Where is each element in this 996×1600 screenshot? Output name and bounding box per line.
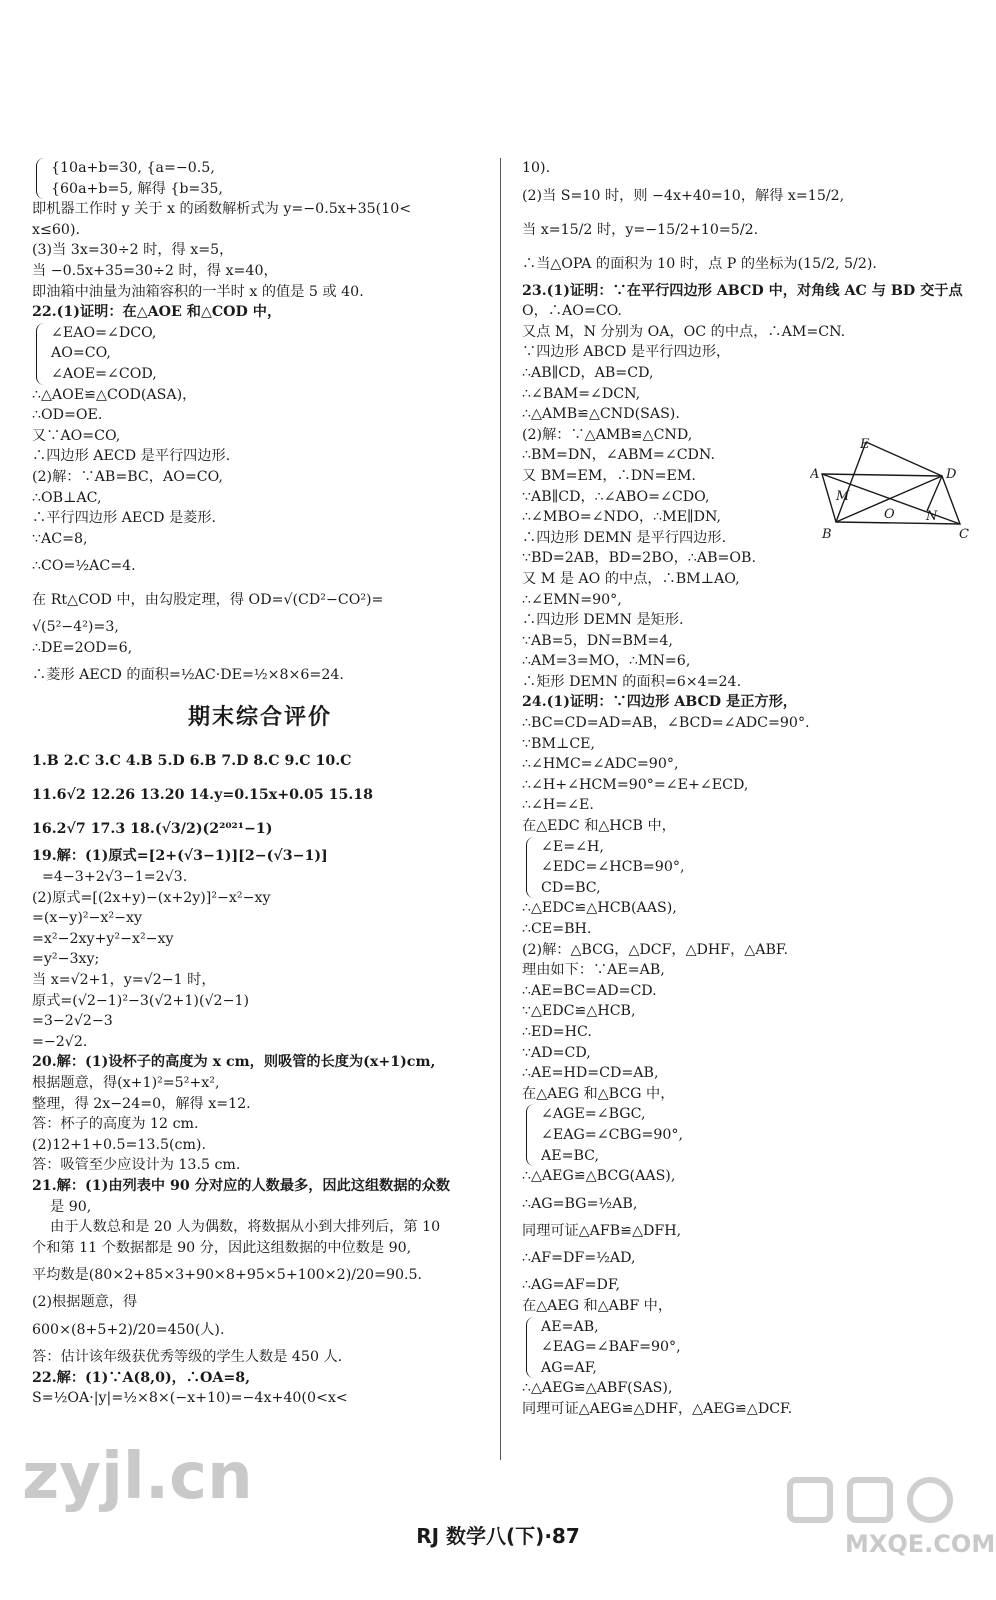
- text-line: ∵△EDC≌△HCB,: [522, 1003, 636, 1020]
- label-c: C: [959, 527, 969, 542]
- question-heading: 24.(1)证明：∵四边形 ABCD 是正方形，: [522, 694, 797, 711]
- text-line: (3)当 3x=30÷2 时，得 x=5，: [32, 242, 234, 259]
- geometry-figure: [810, 436, 970, 546]
- text-line: ∴AG=AF=DF,: [522, 1277, 620, 1294]
- text-line: 由于人数总和是 20 人为偶数，将数据从小到大排列后，第 10: [50, 1219, 441, 1236]
- text-line: ∠EAG=∠CBG=90°,: [526, 1125, 970, 1146]
- text-line: ∴△AMB≌△CND(SAS).: [522, 406, 680, 423]
- text-line: (2)解：∵△AMB≌△CND,: [522, 426, 693, 443]
- text-line: 当 −0.5x+35=30÷2 时，得 x=40，: [32, 262, 278, 279]
- text-line: =3−2√2−3: [32, 1013, 113, 1030]
- text-line: 是 90,: [50, 1198, 92, 1215]
- text-line: AE=BC,: [526, 1146, 970, 1167]
- label-n: N: [926, 509, 938, 524]
- text-line: ∴∠HMC=∠ADC=90°,: [522, 756, 679, 773]
- text-line: 在△AEG 和△ABF 中，: [522, 1297, 673, 1314]
- text-line: ∴当△OPA 的面积为 10 时，点 P 的坐标为(15/2, 5/2).: [522, 255, 877, 272]
- label-o: O: [884, 507, 895, 522]
- text-line: 10).: [522, 160, 551, 176]
- text-line: 答：吸管至少应设计为 13.5 cm.: [32, 1157, 241, 1174]
- text-line: ∠EAG=∠BAF=90°,: [526, 1337, 970, 1358]
- text-line: =(x−y)²−x²−xy: [32, 910, 143, 927]
- label-a: A: [810, 467, 820, 482]
- text-line: (2)当 S=10 时，则 −4x+40=10，解得 x=15/2,: [522, 187, 845, 204]
- text-line: 即油箱中油量为油箱容积的一半时 x 的值是 5 或 40.: [32, 283, 364, 300]
- text-line: ∴AF=DF=½AD,: [522, 1250, 636, 1267]
- label-e: E: [860, 437, 870, 452]
- text-line: ∠AGE=∠BGC,: [526, 1104, 970, 1125]
- text-line: 又点 M，N 分别为 OA，OC 的中点，∴AM=CN.: [522, 323, 846, 340]
- question-heading: 21.解：(1)由列表中 90 分对应的人数最多，因此这组数据的众数: [32, 1177, 451, 1194]
- text-line: ∴矩形 DEMN 的面积=6×4=24.: [522, 673, 742, 690]
- text-line: ∴OB⊥AC,: [32, 489, 102, 506]
- text-line: ∴AM=3=MO，∴MN=6,: [522, 653, 691, 670]
- text-line: ∴∠MBO=∠NDO，∴ME∥DN,: [522, 509, 721, 526]
- question-heading: 22.(1)证明：在△AOE 和△COD 中，: [32, 304, 282, 321]
- text-line: {10a+b=30, {a=−0.5,: [36, 158, 488, 179]
- text-line: ∴平行四边形 AECD 是菱形.: [32, 510, 217, 527]
- section-title: 期末综合评价: [187, 705, 332, 731]
- answer-row: 16.2√7 17.3 18.(√3/2)(2²⁰²¹−1): [32, 821, 273, 838]
- text-line: ∵BM⊥CE,: [522, 735, 596, 752]
- text-line: 答：估计该年级获优秀等级的学生人数是 450 人.: [32, 1348, 343, 1365]
- text-line: ∴AB∥CD，AB=CD,: [522, 364, 654, 381]
- text-line: ∴AG=BG=½AB,: [522, 1195, 638, 1212]
- text-line: 当 x=√2+1，y=√2−1 时，: [32, 972, 216, 989]
- text-line: ∵BD=2AB，BD=2BO，∴AB=OB.: [522, 550, 756, 567]
- text-line: S=½OA·|y|=½×8×(−x+10)=−4x+40(0<x<: [32, 1390, 348, 1407]
- text-line: =4−3+2√3−1=2√3.: [42, 869, 188, 886]
- text-line: 又 BM=EM，∴DN=EM.: [522, 467, 696, 484]
- text-line: 在 Rt△COD 中，由勾股定理，得 OD=√(CD²−CO²)=: [32, 592, 384, 609]
- text-line: =x²−2xy+y²−x²−xy: [32, 930, 174, 947]
- text-line: √(5²−4²)=3,: [32, 619, 119, 636]
- text-line: ∠E=∠H,: [526, 837, 970, 858]
- text-line: (2)原式=[(2x+y)−(x+2y)]²−x²−xy: [32, 889, 271, 906]
- text-line: AE=AB,: [526, 1317, 970, 1338]
- watermark-right: MXQE.COM: [845, 1530, 996, 1558]
- text-line: ∠AOE=∠COD,: [36, 364, 488, 385]
- text-line: ∵AD=CD,: [522, 1044, 591, 1061]
- text-line: 整理，得 2x−24=0，解得 x=12.: [32, 1095, 251, 1112]
- text-line: (2)解：∵AB=BC，AO=CO,: [32, 468, 223, 485]
- text-line: 当 x=15/2 时，y=−15/2+10=5/2.: [522, 221, 759, 238]
- text-line: 平均数是(80×2+85×3+90×8+95×5+100×2)/20=90.5.: [32, 1267, 423, 1284]
- page-footer: RJ 数学八(下)·87: [416, 1524, 580, 1548]
- text-line: (2)12+1+0.5=13.5(cm).: [32, 1136, 206, 1153]
- text-line: ∴四边形 DEMN 是矩形.: [522, 612, 684, 629]
- label-m: M: [836, 489, 850, 504]
- text-line: ∴∠H+∠HCM=90°=∠E+∠ECD,: [522, 776, 749, 793]
- text-line: ∴△AOE≌△COD(ASA)，: [32, 386, 197, 403]
- text-line: 同理可证△AFB≌△DFH,: [522, 1222, 682, 1239]
- text-line: ∴四边形 AECD 是平行四边形.: [32, 448, 231, 465]
- text-line: ∴△AEG≌△BCG(AAS),: [522, 1168, 676, 1185]
- text-line: ∴菱形 AECD 的面积=½AC·DE=½×8×6=24.: [32, 667, 344, 684]
- answer-row: 1.B 2.C 3.C 4.B 5.D 6.B 7.D 8.C 9.C 10.C: [32, 753, 352, 770]
- watermark-logo-icon: [780, 1470, 980, 1530]
- text-line: {60a+b=5, 解得 {b=35,: [36, 179, 488, 200]
- text-line: 理由如下：∵AE=AB,: [522, 962, 665, 979]
- question-heading: 22.解：(1)∵A(8,0)，∴OA=8,: [32, 1369, 251, 1386]
- text-line: ∴AE=HD=CD=AB,: [522, 1065, 659, 1082]
- text-line: =−2√2.: [32, 1033, 88, 1050]
- right-column: [522, 158, 970, 1419]
- watermark-left: zyjl.cn: [22, 1440, 253, 1514]
- text-line: ∴OD=OE.: [32, 407, 103, 424]
- text-line: ∴CO=½AC=4.: [32, 558, 136, 575]
- text-line: ∵AC=8,: [32, 530, 88, 547]
- text-line: O，∴AO=CO.: [522, 303, 622, 320]
- text-line: 即机器工作时 y 关于 x 的函数解析式为 y=−0.5x+35(10<: [32, 201, 412, 218]
- text-line: 同理可证△AEG≌△DHF，△AEG≌△DCF.: [522, 1400, 793, 1417]
- text-line: ∴CE=BH.: [522, 921, 592, 937]
- text-line: 又 M 是 AO 的中点，∴BM⊥AO,: [522, 570, 740, 587]
- text-line: x≤60).: [32, 221, 80, 238]
- text-line: ∴ED=HC.: [522, 1023, 592, 1040]
- text-line: ∴AE=BC=AD=CD.: [522, 982, 657, 999]
- text-line: 又∵AO=CO,: [32, 427, 121, 444]
- text-line: ∴四边形 DEMN 是平行四边形.: [522, 529, 727, 546]
- text-line: 600×(8+5+2)/20=450(人).: [32, 1321, 225, 1338]
- answer-key: [32, 744, 488, 846]
- text-line: AG=AF,: [526, 1358, 970, 1379]
- answer-row: 11.6√2 12.26 13.20 14.y=0.15x+0.05 15.18: [32, 787, 374, 804]
- text-line: ∵AB=5，DN=BM=4,: [522, 632, 673, 649]
- text-line: ∠EAO=∠DCO,: [36, 323, 488, 344]
- text-line: ∵四边形 ABCD 是平行四边形，: [522, 344, 731, 361]
- text-line: 原式=(√2−1)²−3(√2+1)(√2−1): [32, 992, 250, 1009]
- text-line: CD=BC,: [526, 878, 970, 899]
- column-divider: [500, 158, 501, 1460]
- text-line: ∴DE=2OD=6,: [32, 639, 133, 656]
- question-heading: 23.(1)证明：∵在平行四边形 ABCD 中，对角线 AC 与 BD 交于点: [522, 282, 963, 299]
- text-line: 根据题意，得(x+1)²=5²+x²,: [32, 1075, 220, 1091]
- segment-ed: [866, 442, 942, 476]
- text-line: 答：杯子的高度为 12 cm.: [32, 1116, 199, 1133]
- text-line: (2)解：△BCG，△DCF，△DHF，△ABF.: [522, 941, 789, 958]
- text-line: ∠EDC=∠HCB=90°,: [526, 857, 970, 878]
- text-line: ∴BC=CD=AD=AB，∠BCD=∠ADC=90°.: [522, 715, 810, 732]
- question-heading: 19.解：(1)原式=[2+(√3−1)][2−(√3−1)]: [32, 848, 328, 865]
- text-line: (2)根据题意，得: [32, 1294, 138, 1311]
- text-line: ∴△AEG≌△ABF(SAS),: [522, 1380, 673, 1397]
- text-line: AO=CO,: [36, 343, 488, 364]
- text-line: ∴∠BAM=∠DCN,: [522, 385, 641, 402]
- segment-be: [836, 442, 866, 522]
- text-line: 在△EDC 和△HCB 中，: [522, 818, 676, 835]
- text-line: ∴∠H=∠E.: [522, 797, 594, 814]
- text-line: ∴△EDC≌△HCB(AAS),: [522, 900, 677, 917]
- label-b: B: [822, 527, 832, 542]
- text-line: ∴∠EMN=90°,: [522, 591, 622, 608]
- text-line: =y²−3xy;: [32, 951, 100, 968]
- text-line: ∵AB∥CD，∴∠ABO=∠CDO,: [522, 488, 710, 505]
- text-line: 在△AEG 和△BCG 中，: [522, 1085, 675, 1102]
- label-d: D: [946, 467, 957, 482]
- text-line: ∴BM=DN，∠ABM=∠CDN.: [522, 447, 715, 464]
- question-heading: 20.解：(1)设杯子的高度为 x cm，则吸管的长度为(x+1)cm,: [32, 1054, 436, 1071]
- text-line: 个和第 11 个数据都是 90 分，因此这组数据的中位数是 90,: [32, 1239, 412, 1256]
- left-column: [32, 158, 488, 1409]
